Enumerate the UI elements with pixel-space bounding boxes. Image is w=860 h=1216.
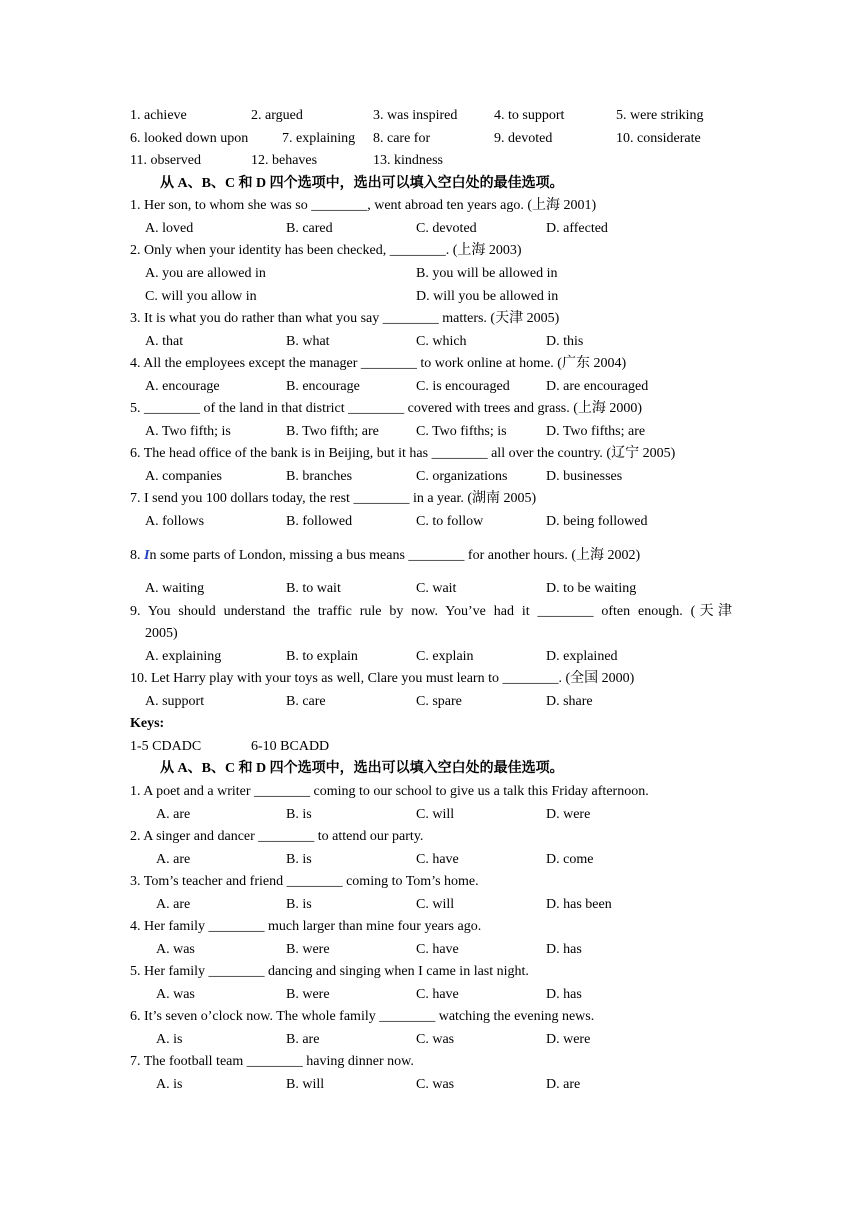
option-b: B. will <box>286 1077 325 1092</box>
option-c: C. explain <box>416 649 474 664</box>
option-a: A. explaining <box>145 649 222 664</box>
option-a: A. loved <box>145 221 194 236</box>
option-a: A. that <box>145 334 184 349</box>
answer-item: 5. were striking <box>616 108 704 123</box>
answer-item: 4. to support <box>494 108 565 123</box>
option-c: C. Two fifths; is <box>416 424 507 439</box>
option-d: D. has been <box>546 897 612 912</box>
answer-key: 6-10 BCADD <box>251 739 330 754</box>
question-stem: 4. All the employees except the manager ________ to work online at home. (广东 2004) <box>130 356 627 371</box>
question-stem: 1. A poet and a writer ________ coming to our school to give us a talk this Friday afternoon. <box>130 784 649 799</box>
option-b: B. is <box>286 807 312 822</box>
option-d: D. to be waiting <box>546 581 637 596</box>
question-stem-continued: 2005) <box>145 626 178 641</box>
keys-label: Keys: <box>130 716 165 731</box>
option-c: C. have <box>416 987 459 1002</box>
option-b: B. were <box>286 987 330 1002</box>
option-d: D. were <box>546 1032 591 1047</box>
question-stem: 5. ________ of the land in that district ________ covered with trees and grass. (上海 2000) <box>130 401 643 416</box>
option-a: A. is <box>156 1032 183 1047</box>
option-b: B. to explain <box>286 649 358 664</box>
option-c: C. to follow <box>416 514 484 529</box>
answer-item: 6. looked down upon <box>130 131 249 146</box>
answer-item: 13. kindness <box>373 153 443 168</box>
question-stem: 6. The head office of the bank is in Beijing, but it has ________ all over the country. (辽宁 2005) <box>130 446 676 461</box>
option-c: C. was <box>416 1077 455 1092</box>
option-a: A. was <box>156 987 195 1002</box>
option-b: B. cared <box>286 221 333 236</box>
option-b: B. is <box>286 852 312 867</box>
option-a: A. support <box>145 694 205 709</box>
answer-item: 1. achieve <box>130 108 187 123</box>
option-d: D. share <box>546 694 593 709</box>
option-a: A. are <box>156 852 191 867</box>
option-c: C. will <box>416 807 455 822</box>
option-a: A. are <box>156 807 191 822</box>
question-stem: 9. You should understand the traffic rule by now. You’ve had it ________ often enough. (天津 <box>130 604 732 619</box>
answer-item: 2. argued <box>251 108 303 123</box>
answer-item: 12. behaves <box>251 153 318 168</box>
option-d: D. businesses <box>546 469 623 484</box>
option-c: C. have <box>416 942 459 957</box>
option-a: A. companies <box>145 469 222 484</box>
option-a: A. follows <box>145 514 205 529</box>
option-c: C. will you allow in <box>145 289 257 304</box>
option-a: A. are <box>156 897 191 912</box>
option-d: D. come <box>546 852 594 867</box>
option-d: D. this <box>546 334 584 349</box>
option-b: B. care <box>286 694 326 709</box>
option-b: B. Two fifth; are <box>286 424 379 439</box>
question-stem: 7. I send you 100 dollars today, the rest ________ in a year. (湖南 2005) <box>130 491 537 506</box>
answer-item: 7. explaining <box>282 131 356 146</box>
question-stem: 3. Tom’s teacher and friend ________ coming to Tom’s home. <box>130 874 479 889</box>
option-a: A. waiting <box>145 581 205 596</box>
option-b: B. to wait <box>286 581 341 596</box>
answer-item: 3. was inspired <box>373 108 458 123</box>
option-b: B. are <box>286 1032 320 1047</box>
question-stem <box>130 548 640 564</box>
question-stem: 3. It is what you do rather than what you say ________ matters. (天津 2005) <box>130 311 560 326</box>
answer-key: 1-5 CDADC <box>130 739 202 754</box>
option-c: C. is encouraged <box>416 379 510 394</box>
answer-item: 9. devoted <box>494 131 553 146</box>
option-d: D. will you be allowed in <box>416 289 559 304</box>
option-d: D. has <box>546 987 582 1002</box>
question-stem: 2. Only when your identity has been checked, ________. (上海 2003) <box>130 243 522 258</box>
option-b: B. is <box>286 897 312 912</box>
option-b: B. branches <box>286 469 353 484</box>
answer-item: 10. considerate <box>616 131 701 146</box>
question-stem: 1. Her son, to whom she was so ________, went abroad ten years ago. (上海 2001) <box>130 198 597 213</box>
option-a: A. encourage <box>145 379 220 394</box>
question-stem: 10. Let Harry play with your toys as well, Clare you must learn to ________. (全国 2000) <box>130 671 635 686</box>
option-d: D. Two fifths; are <box>546 424 646 439</box>
question-number: 8. <box>130 548 144 563</box>
option-d: D. are <box>546 1077 581 1092</box>
text-cursor-icon: I <box>144 548 150 563</box>
option-c: C. will <box>416 897 455 912</box>
answer-item: 8. care for <box>373 131 431 146</box>
question-stem: 6. It’s seven o’clock now. The whole family ________ watching the evening news. <box>130 1009 595 1024</box>
answer-item: 11. observed <box>130 153 202 168</box>
option-b: B. what <box>286 334 330 349</box>
option-c: C. wait <box>416 581 457 596</box>
option-b: B. encourage <box>286 379 360 394</box>
option-b: B. you will be allowed in <box>416 266 558 281</box>
option-a: A. was <box>156 942 195 957</box>
question-stem: 7. The football team ________ having dinner now. <box>130 1054 414 1069</box>
option-d: D. has <box>546 942 582 957</box>
option-c: C. have <box>416 852 459 867</box>
option-d: D. being followed <box>546 514 648 529</box>
option-c: C. spare <box>416 694 462 709</box>
option-c: C. devoted <box>416 221 477 236</box>
option-d: D. affected <box>546 221 608 236</box>
option-b: B. followed <box>286 514 353 529</box>
option-c: C. was <box>416 1032 455 1047</box>
question-stem: 4. Her family ________ much larger than mine four years ago. <box>130 919 482 934</box>
option-d: D. were <box>546 807 591 822</box>
section-instruction: 从 A、B、C 和 D 四个选项中，选出可以填入空白处的最佳选项。 <box>160 761 564 776</box>
option-d: D. are encouraged <box>546 379 649 394</box>
option-c: C. which <box>416 334 467 349</box>
option-a: A. is <box>156 1077 183 1092</box>
option-a: A. Two fifth; is <box>145 424 231 439</box>
section-instruction: 从 A、B、C 和 D 四个选项中，选出可以填入空白处的最佳选项。 <box>160 176 564 191</box>
question-text: n some parts of London, missing a bus means ________ for another hours. (上海 2002) <box>149 548 641 563</box>
option-d: D. explained <box>546 649 618 664</box>
option-a: A. you are allowed in <box>145 266 266 281</box>
question-stem: 5. Her family ________ dancing and singing when I came in last night. <box>130 964 529 979</box>
option-c: C. organizations <box>416 469 508 484</box>
question-stem: 2. A singer and dancer ________ to attend our party. <box>130 829 424 844</box>
option-b: B. were <box>286 942 330 957</box>
